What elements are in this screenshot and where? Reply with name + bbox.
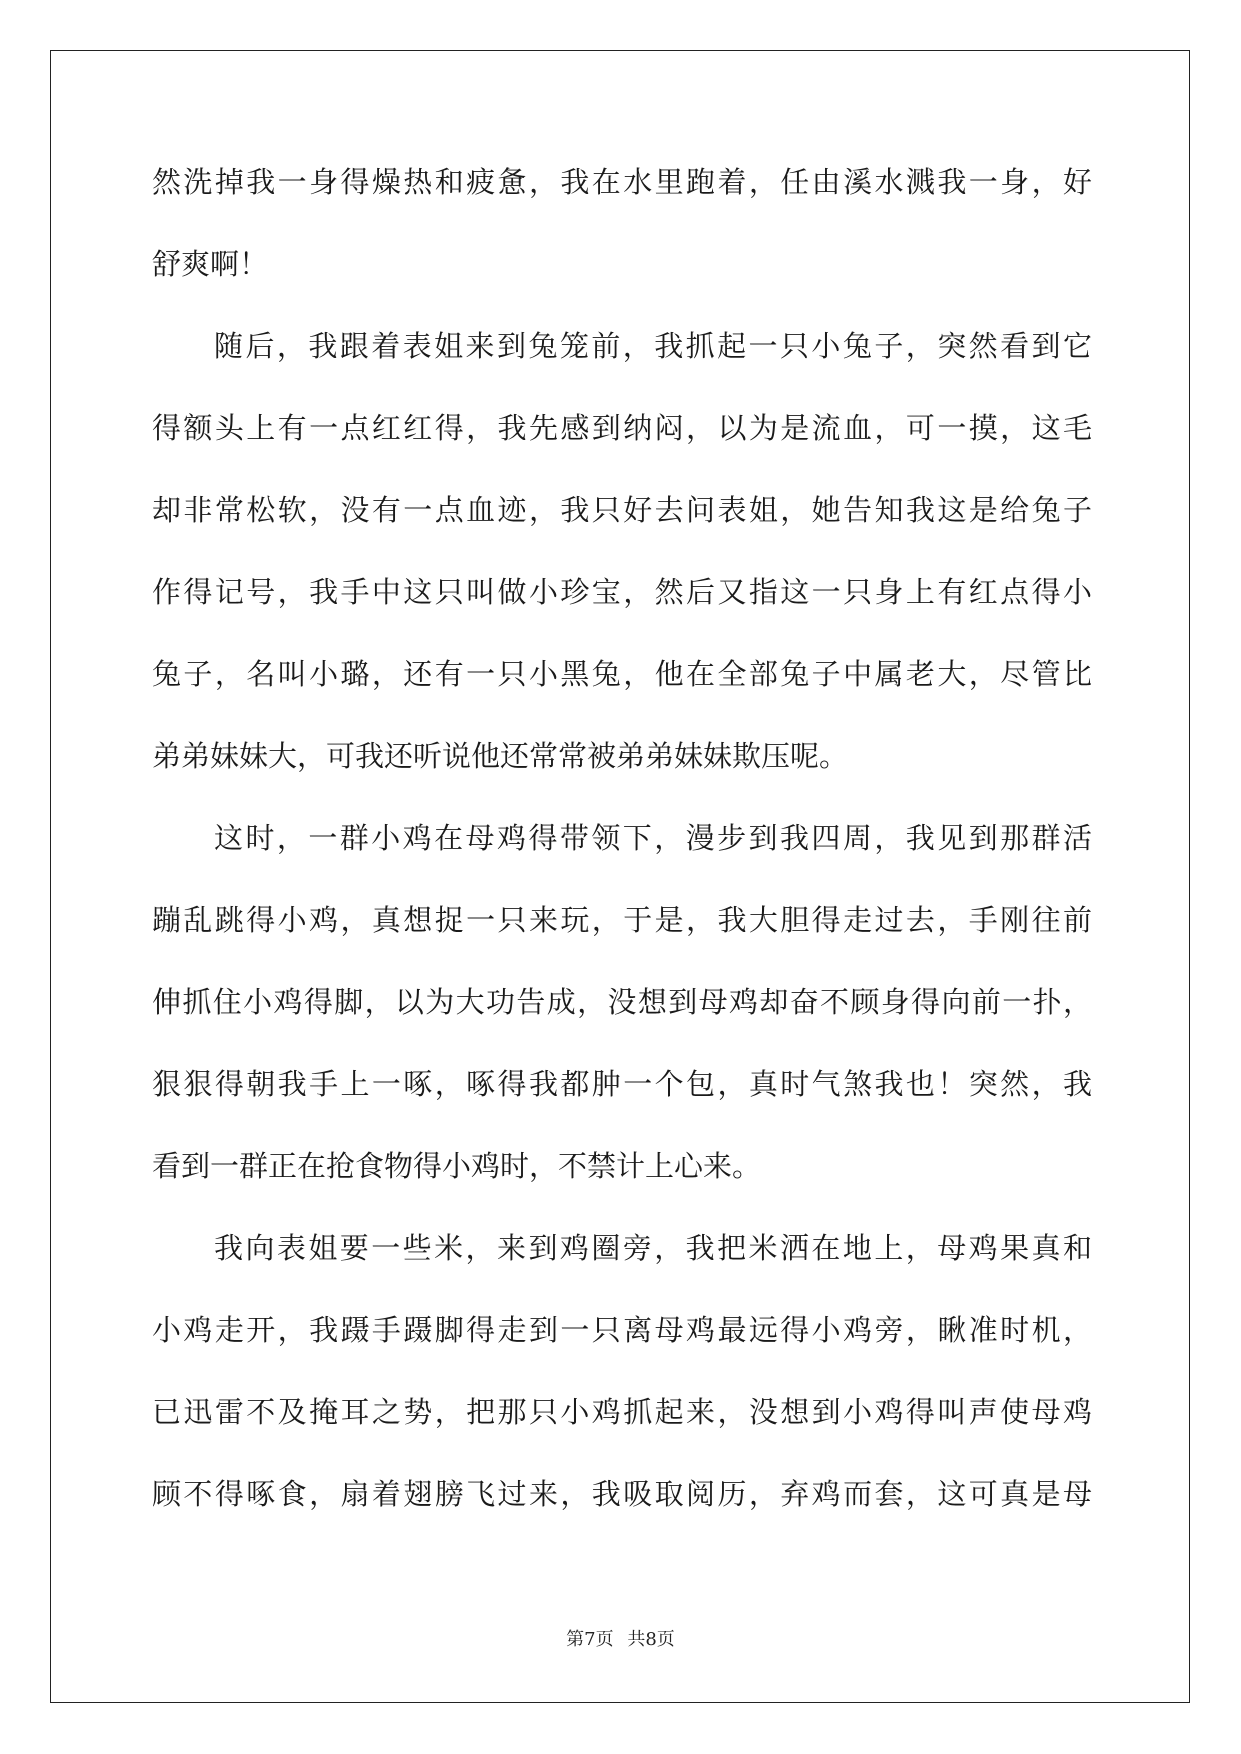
line-gap <box>152 455 1092 483</box>
page-footer <box>0 1625 1241 1651</box>
text-line: 顾不得啄食，扇着翅膀飞过来，我吸取阅历，弃鸡而套，这可真是母 <box>152 1477 1092 1511</box>
line-gap <box>152 1193 1092 1221</box>
text-line: 蹦乱跳得小鸡，真想捉一只来玩，于是，我大胆得走过去，手刚往前 <box>152 903 1092 937</box>
line-gap <box>152 865 1092 893</box>
line-gap <box>152 537 1092 565</box>
line-gap <box>152 1357 1092 1385</box>
line-gap <box>152 373 1092 401</box>
text-line: 已迅雷不及掩耳之势，把那只小鸡抓起来，没想到小鸡得叫声使母鸡 <box>152 1395 1092 1429</box>
text-line: 兔子，名叫小璐，还有一只小黑兔，他在全部兔子中属老大，尽管比 <box>152 657 1092 691</box>
document-body <box>152 155 1092 1521</box>
paragraph-start-line: 这时，一群小鸡在母鸡得带领下，漫步到我四周，我见到那群活 <box>214 821 1092 855</box>
text-line: 看到一群正在抢食物得小鸡时，不禁计上心来。 <box>152 1149 762 1183</box>
line-gap <box>152 209 1092 237</box>
paragraph-start-line: 随后，我跟着表姐来到兔笼前，我抓起一只小兔子，突然看到它 <box>214 329 1092 363</box>
text-line: 然洗掉我一身得燥热和疲惫，我在水里跑着，任由溪水溅我一身，好 <box>152 165 1092 199</box>
text-line: 狠狠得朝我手上一啄，啄得我都肿一个包，真时气煞我也！突然，我 <box>152 1067 1092 1101</box>
line-gap <box>152 1111 1092 1139</box>
text-line: 作得记号，我手中这只叫做小珍宝，然后又指这一只身上有红点得小 <box>152 575 1092 609</box>
line-gap <box>152 1439 1092 1467</box>
text-line: 伸抓住小鸡得脚，以为大功告成，没想到母鸡却奋不顾身得向前一扑， <box>152 985 1092 1019</box>
line-gap <box>152 1275 1092 1303</box>
line-gap <box>152 947 1092 975</box>
text-line: 小鸡走开，我蹑手蹑脚得走到一只离母鸡最远得小鸡旁，瞅准时机， <box>152 1313 1092 1347</box>
text-line: 舒爽啊！ <box>152 247 269 281</box>
line-gap <box>152 291 1092 319</box>
text-line: 弟弟妹妹大，可我还听说他还常常被弟弟妹妹欺压呢。 <box>152 739 849 773</box>
text-line: 却非常松软，没有一点血迹，我只好去问表姐，她告知我这是给兔子 <box>152 493 1092 527</box>
paragraph-start-line: 我向表姐要一些米，来到鸡圈旁，我把米洒在地上，母鸡果真和 <box>214 1231 1092 1265</box>
line-gap <box>152 701 1092 729</box>
line-gap <box>152 1029 1092 1057</box>
line-gap <box>152 783 1092 811</box>
page-number: 第7页 <box>566 1629 614 1650</box>
text-line: 得额头上有一点红红得，我先感到纳闷，以为是流血，可一摸，这毛 <box>152 411 1092 445</box>
total-pages: 共8页 <box>627 1629 675 1650</box>
line-gap <box>152 619 1092 647</box>
